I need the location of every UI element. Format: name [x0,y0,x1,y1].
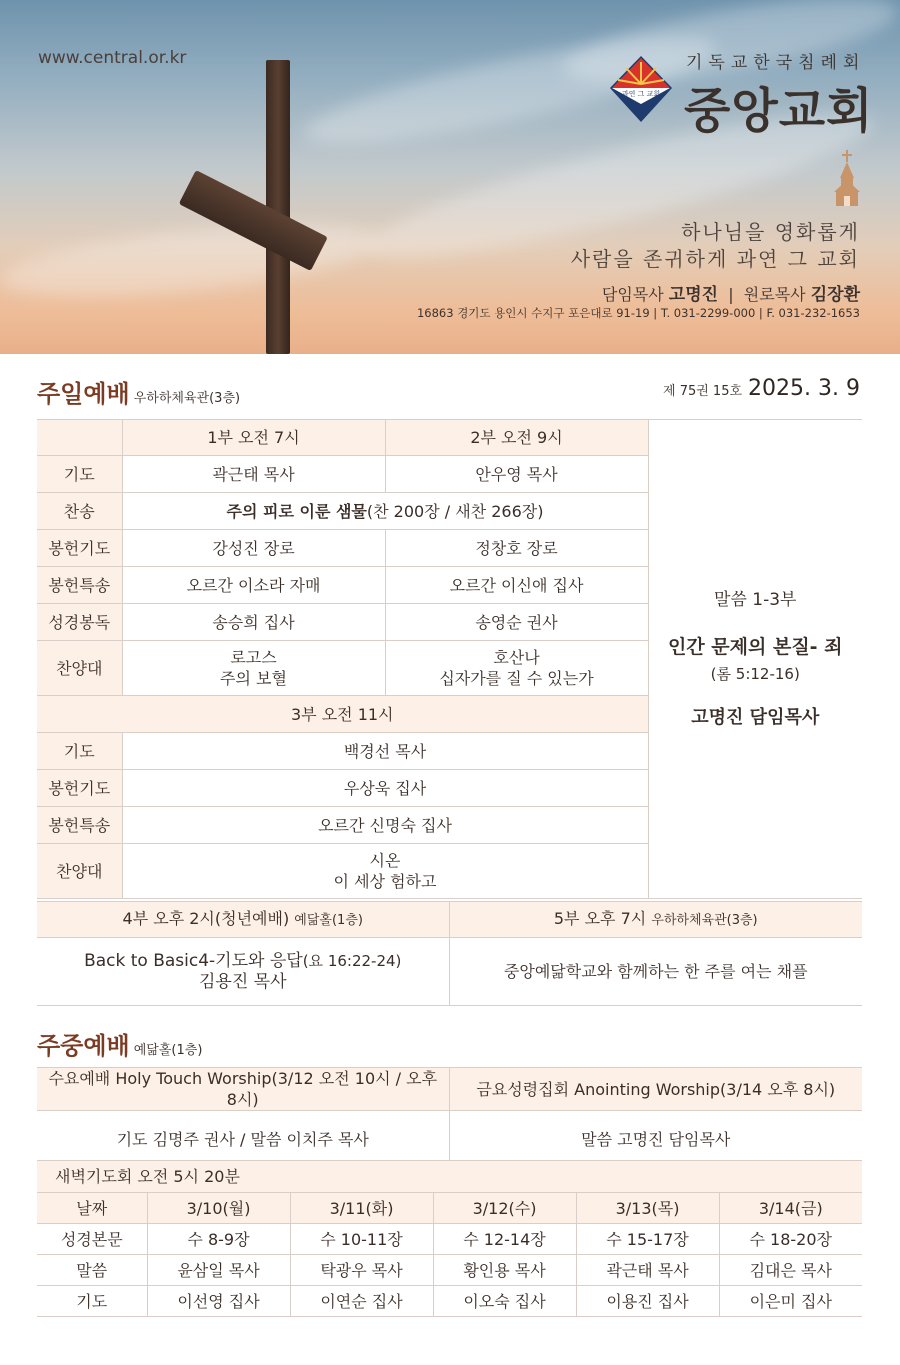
service-4-label: 4부 오후 2시(청년예배) [122,909,290,928]
cell-value: 이연순 집사 [290,1286,433,1317]
row-label: 봉헌기도 [37,530,122,567]
sunday-service-title [37,374,240,409]
table-row [37,1161,862,1193]
table-row [37,1068,862,1111]
midweek-service-title [37,1026,202,1061]
dawn-prayer-title: 새벽기도회 오전 5시 20분 [37,1161,862,1193]
section-heading: 주일예배 [37,380,130,408]
issue-number: 제 75권 15호 [663,384,743,399]
row-label: 성경봉독 [37,604,122,641]
service-5-desc: 중앙예닮학교와 함께하는 한 주를 여는 채플 [449,938,862,1006]
issue-info [663,376,860,401]
wednesday-header: 수요예배 Holy Touch Worship(3/12 오전 10시 / 오후 8시) [37,1068,449,1111]
emblem-label: 과연 그 교회 [621,90,661,98]
senior-pastor-name: 고명진 [668,285,719,305]
friday-detail: 말씀 고명진 담임목사 [449,1111,862,1168]
row-label: 봉헌기도 [37,770,122,807]
service-5-venue: 우하하체육관(3층) [651,913,758,928]
corner-cell [37,420,122,456]
cell-value: 황인용 목사 [433,1255,576,1286]
choir-name: 로고스 [230,648,277,667]
denomination-name: 기독교한국침례회 [686,53,866,73]
row-label: 기도 [37,1286,147,1317]
cell-value: 이오숙 집사 [433,1286,576,1317]
cell-value: 송영순 권사 [385,604,648,641]
choir-song: 십자가를 질 수 있는가 [439,669,594,688]
church-building-icon [832,150,862,206]
service-4-venue: 예닮홀(1층) [294,913,363,928]
cell-value: 김대은 목사 [719,1255,862,1286]
hymn-title: 주의 피로 이룬 샘물 [226,501,367,521]
cell-value: 수 12-14장 [433,1224,576,1255]
cell-value: 정창호 장로 [385,530,648,567]
service-5-header [449,902,862,938]
emeritus-pastor-name: 김장환 [810,285,860,305]
motto-line-1: 하나님을 영화롭게 [681,220,860,244]
service-4-ref: (요 16:22-24) [302,951,402,970]
choir-cell [122,844,648,899]
sermon-info [648,420,862,899]
table-row [37,1224,862,1255]
service-4-preacher: 김용진 목사 [198,971,287,992]
choir-song: 이 세상 험하고 [333,872,437,891]
website-url[interactable]: www.central.or.kr [38,48,187,68]
cell-value: 수 8-9장 [147,1224,290,1255]
pastors-line [602,280,860,305]
service-3-header: 3부 오전 11시 [37,696,648,733]
header-banner [0,0,900,354]
church-logo-emblem [608,54,674,124]
choir-cell [122,641,385,696]
cloud [0,210,382,309]
sunday-venue: 우하하체육관(3층) [133,391,241,406]
row-label: 봉헌특송 [37,567,122,604]
cell-value: 곽근태 목사 [576,1255,719,1286]
sermon-reference: (롬 5:12-16) [710,665,800,683]
service-4-detail [37,938,449,1006]
cell-value: 안우영 목사 [385,456,648,493]
midweek-venue: 예닮홀(1층) [133,1043,203,1058]
cell-value: 탁광우 목사 [290,1255,433,1286]
friday-header: 금요성령집회 Anointing Worship(3/14 오후 8시) [449,1068,862,1111]
midweek-service-table [37,1067,862,1168]
cell-value: 수 18-20장 [719,1224,862,1255]
table-row [37,420,862,456]
cell-value: 이은미 집사 [719,1286,862,1317]
section-heading: 주중예배 [37,1032,130,1060]
hymn-number: (찬 200장 / 새찬 266장) [366,501,544,521]
cell-value: 이용진 집사 [576,1286,719,1317]
column-header: 날짜 [37,1193,147,1224]
service-4-title: Back to Basic4-기도와 응답 [84,950,303,971]
column-header: 3/13(목) [576,1193,719,1224]
cell-value: 강성진 장로 [122,530,385,567]
column-header: 3/10(월) [147,1193,290,1224]
hymn-cell [122,493,648,530]
table-row [37,902,862,938]
row-label: 기도 [37,733,122,770]
cell-value: 수 15-17장 [576,1224,719,1255]
service-1-header: 1부 오전 7시 [122,420,385,456]
cell-value: 오르간 이신애 집사 [385,567,648,604]
sermon-header: 말씀 1-3부 [714,590,797,610]
service-2-header: 2부 오전 9시 [385,420,648,456]
wednesday-detail: 기도 김명주 권사 / 말씀 이치주 목사 [37,1111,449,1168]
choir-song: 주의 보혈 [220,669,287,688]
sermon-preacher: 고명진 담임목사 [691,707,820,728]
choir-name: 시온 [369,851,401,870]
church-name: 중앙교회 [684,83,874,139]
cell-value: 수 10-11장 [290,1224,433,1255]
dawn-prayer-table [37,1160,862,1317]
choir-cell [385,641,648,696]
bulletin-date: 2025. 3. 9 [748,376,860,401]
cell-value: 윤삼일 목사 [147,1255,290,1286]
sunday-service-table [37,419,862,899]
service-5-label: 5부 오후 7시 [553,909,647,928]
senior-pastor-label: 담임목사 [601,285,664,304]
church-address: 16863 경기도 용인시 수지구 포은대로 91-19 | T. 031-2299-000 | F. 031-232-1653 [416,306,860,320]
choir-name: 호산나 [493,648,540,667]
cell-value: 백경선 목사 [122,733,648,770]
row-label: 성경본문 [37,1224,147,1255]
row-label: 말씀 [37,1255,147,1286]
emeritus-pastor-label: 원로목사 [743,285,806,304]
service-4-5-table [37,901,862,1006]
table-row [37,1111,862,1168]
row-label: 찬송 [37,493,122,530]
column-header: 3/11(화) [290,1193,433,1224]
row-label: 봉헌특송 [37,807,122,844]
table-row [37,1286,862,1317]
sermon-title: 인간 문제의 본질- 죄 [667,636,843,658]
service-4-header [37,902,449,938]
table-row [37,1193,862,1224]
column-header: 3/14(금) [719,1193,862,1224]
column-header: 3/12(수) [433,1193,576,1224]
row-label: 찬양대 [37,641,122,696]
cell-value: 이선영 집사 [147,1286,290,1317]
cell-value: 우상욱 집사 [122,770,648,807]
cell-value: 송승희 집사 [122,604,385,641]
cell-value: 곽근태 목사 [122,456,385,493]
cell-value: 오르간 신명숙 집사 [122,807,648,844]
table-row [37,1255,862,1286]
row-label: 찬양대 [37,844,122,899]
row-label: 기도 [37,456,122,493]
table-row [37,938,862,1006]
motto-line-2: 사람을 존귀하게 과연 그 교회 [570,247,860,271]
cell-value: 오르간 이소라 자매 [122,567,385,604]
separator: | [728,285,734,304]
